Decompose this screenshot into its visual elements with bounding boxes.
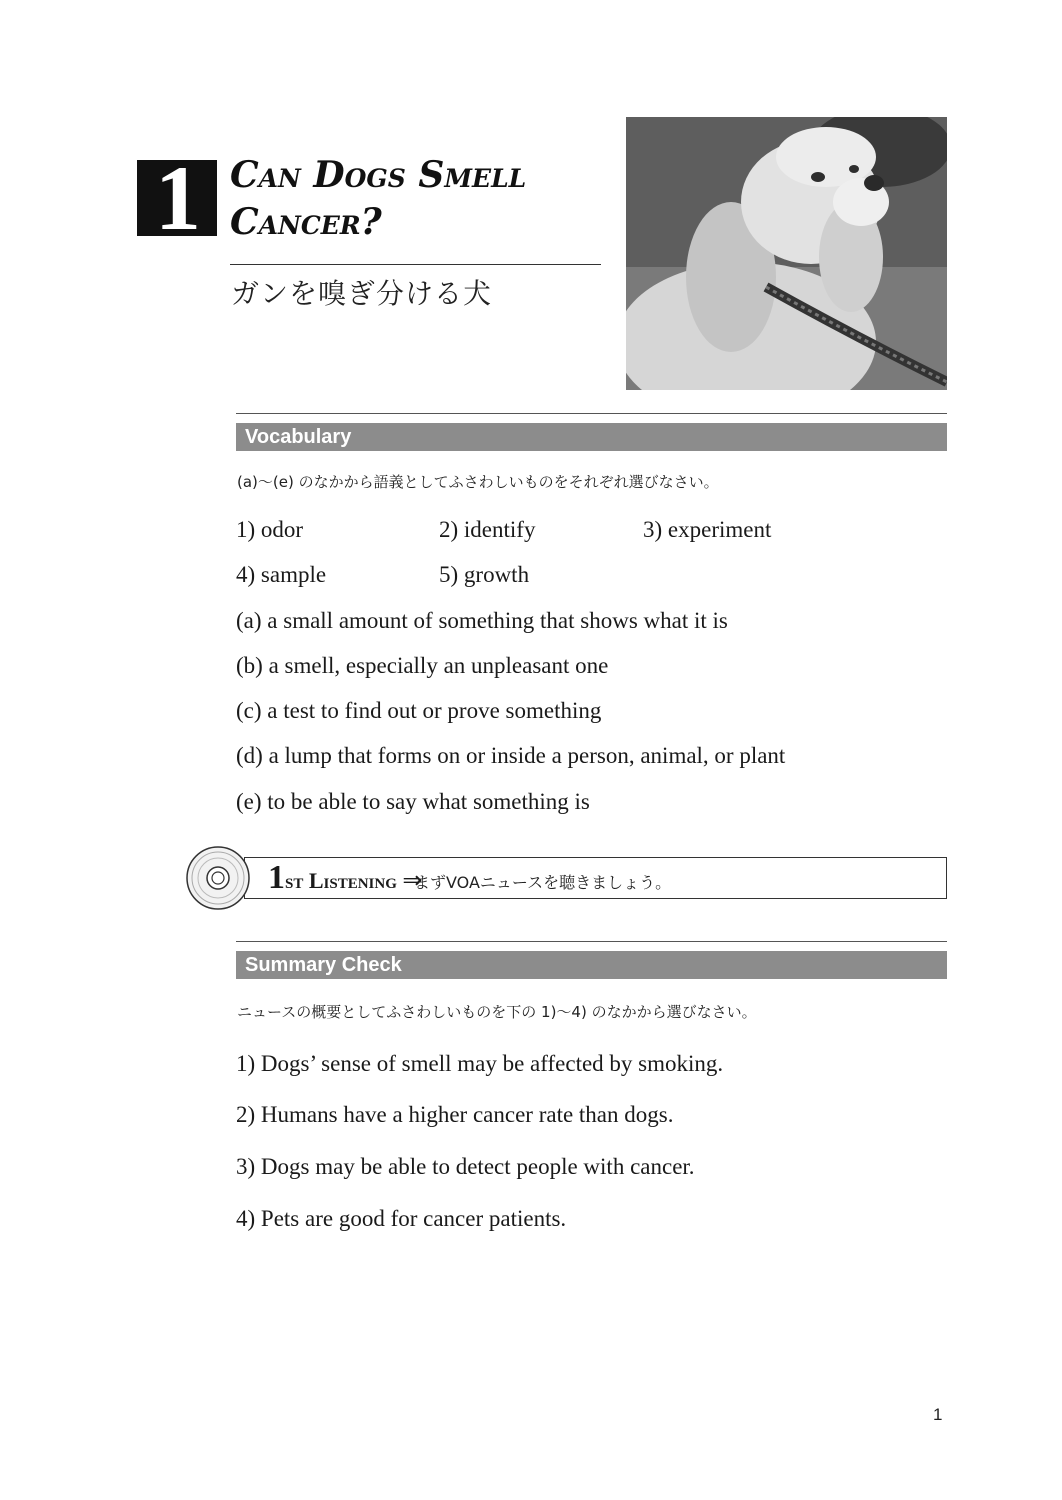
listening-instruction: まずVOAニュースを聴きましょう。: [414, 873, 672, 892]
dog-photo: [626, 117, 947, 390]
vocab-word: 1) odor: [236, 517, 304, 542]
vocabulary-rule: [236, 413, 947, 414]
cd-icon: [186, 846, 250, 910]
listening-suffix: st Listening: [285, 868, 397, 893]
title-divider: [230, 264, 601, 265]
definition-letter: (a): [236, 608, 262, 633]
summary-heading: Summary Check: [236, 951, 947, 979]
summary-instruction: ニュースの概要としてふさわしいものを下の 1)〜4) のなかから選びなさい。: [237, 1003, 757, 1021]
listening-number: 1: [268, 859, 285, 896]
definition-letter: (b): [236, 653, 263, 678]
listening-label: [268, 860, 423, 899]
summary-option: 2) Humans have a higher cancer rate than dogs.: [236, 1102, 674, 1127]
chapter-number: 1: [137, 160, 217, 236]
dog-illustration: [626, 117, 947, 390]
vocabulary-heading: Vocabulary: [236, 423, 947, 451]
chapter-title: [230, 152, 610, 246]
summary-option: 4) Pets are good for cancer patients.: [236, 1206, 567, 1231]
summary-rule: [236, 941, 947, 942]
summary-option: 1) Dogs’ sense of smell may be affected by smoking.: [236, 1051, 724, 1076]
vocab-word: 3) experiment: [643, 517, 772, 542]
definition-letter: (e): [236, 789, 262, 814]
chapter-title-line1: Can Dogs Smell: [230, 154, 527, 196]
definition-text: to be able to say what something is: [267, 789, 590, 814]
chapter-subtitle: ガンを嗅ぎ分ける犬: [231, 277, 493, 310]
definition-text: a lump that forms on or inside a person, animal, or plant: [268, 743, 786, 768]
definition-letter: (c): [236, 698, 262, 723]
definition-item: [236, 741, 785, 771]
arrow-icon: ⇒: [402, 866, 423, 894]
chapter-title-line2: Cancer?: [230, 201, 382, 243]
vocab-word: 4) sample: [236, 562, 327, 587]
page-number: 1: [933, 1405, 943, 1424]
definition-item: [236, 651, 608, 681]
definition-text: a test to find out or prove something: [267, 698, 602, 723]
vocab-word: 2) identify: [439, 517, 536, 542]
definition-letter: (d): [236, 743, 263, 768]
vocab-word: 5) growth: [439, 562, 530, 587]
definition-item: [236, 787, 590, 817]
summary-option: 3) Dogs may be able to detect people with cancer.: [236, 1154, 695, 1179]
definition-text: a small amount of something that shows what it is: [267, 608, 728, 633]
definition-text: a smell, especially an unpleasant one: [268, 653, 609, 678]
vocabulary-instruction: (a)〜(e) のなかから語義としてふさわしいものをそれぞれ選びなさい。: [237, 473, 719, 491]
definition-item: [236, 606, 728, 636]
definition-item: [236, 696, 601, 726]
